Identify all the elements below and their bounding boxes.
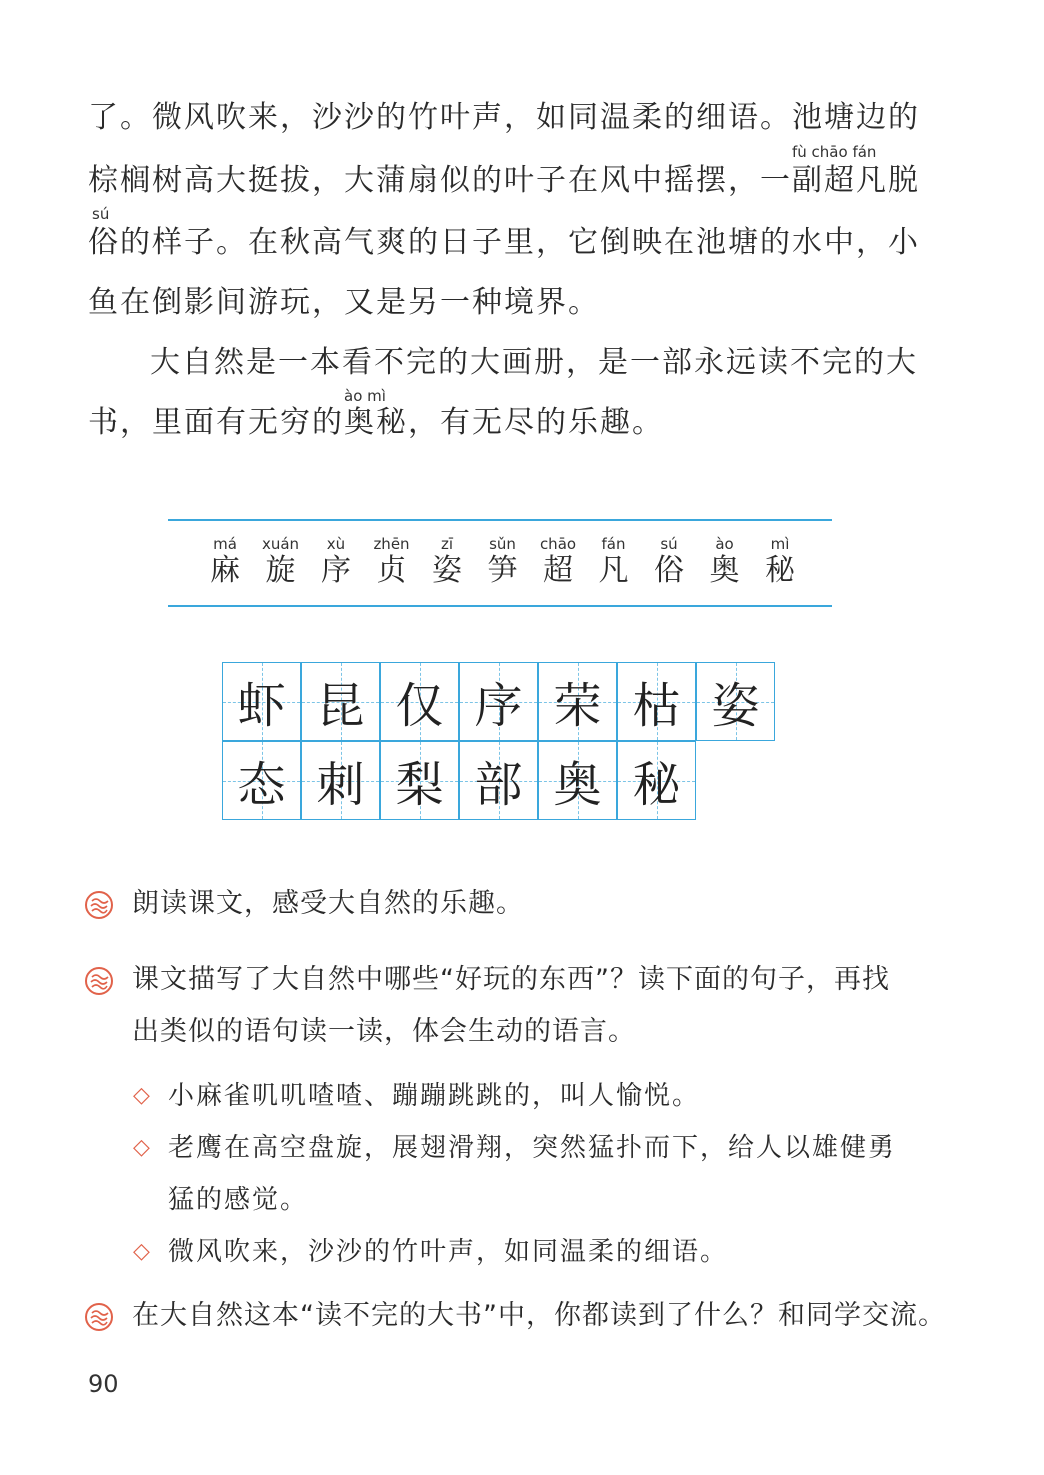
grid-char: 梨 — [395, 757, 444, 813]
passage-line-3: 俗的样子。在秋高气爽的日子里，它倒映在池塘的水中，小 — [88, 225, 920, 260]
pinyin-su: sú — [92, 205, 110, 223]
grid-cell — [380, 662, 459, 741]
grid-cell — [222, 741, 301, 820]
vocab-item — [697, 535, 753, 589]
example-sentence-2-cont: 猛的感觉。 — [168, 1185, 309, 1215]
vocab-item — [364, 535, 420, 589]
grid-cell — [459, 741, 538, 820]
vocab-pinyin: sǔn — [489, 535, 516, 553]
vocab-char: 麻 — [210, 553, 240, 588]
vocab-pinyin: fán — [601, 535, 626, 553]
grid-cell — [459, 662, 538, 741]
grid-char: 虾 — [237, 678, 286, 734]
question-3: 在大自然这本“读不完的大书”中，你都读到了什么？和同学交流。 — [132, 1300, 946, 1331]
passage-line-4: 鱼在倒影间游玩，又是另一种境界。 — [88, 285, 600, 320]
grid-char: 秘 — [632, 757, 681, 813]
vocab-item — [586, 535, 642, 589]
grid-char: 部 — [474, 757, 523, 813]
grid-cell — [538, 741, 617, 820]
grid-cell — [380, 741, 459, 820]
diamond-bullet-icon: ◇ — [133, 1135, 150, 1160]
vocab-char: 序 — [321, 553, 351, 588]
vocab-pinyin: sú — [660, 535, 678, 553]
vocab-item — [530, 535, 586, 589]
vocab-char: 笋 — [487, 553, 518, 588]
vocab-item — [308, 535, 364, 589]
grid-char: 昆 — [316, 678, 365, 734]
vocab-pinyin: xù — [326, 535, 346, 553]
vocab-char: 旋 — [265, 553, 296, 588]
vocab-pinyin: xuán — [261, 535, 300, 553]
question-seal-icon — [84, 966, 114, 996]
grid-char: 枯 — [632, 678, 681, 734]
vocab-char: 超 — [543, 553, 573, 588]
grid-cell — [538, 662, 617, 741]
grid-cell — [696, 662, 775, 741]
vocab-item — [197, 535, 253, 589]
passage-line-1: 了。微风吹来，沙沙的竹叶声，如同温柔的细语。池塘边的 — [88, 100, 920, 135]
diamond-bullet-icon: ◇ — [133, 1083, 150, 1108]
vocab-pinyin: ào — [715, 535, 734, 553]
grid-char: 刺 — [316, 757, 365, 813]
vocab-char: 贞 — [376, 553, 407, 588]
vocab-pinyin: mì — [770, 535, 790, 553]
vocab-char: 奥 — [709, 553, 740, 588]
grid-char: 姿 — [711, 678, 760, 734]
grid-cell — [617, 741, 696, 820]
grid-char: 仅 — [395, 678, 444, 734]
vocab-pinyin: zī — [440, 535, 454, 553]
question-seal-icon — [84, 890, 114, 920]
question-1: 朗读课文，感受大自然的乐趣。 — [132, 888, 524, 919]
grid-char: 荣 — [553, 678, 602, 734]
pinyin-fu-chaofan: fù chāo fán — [792, 143, 877, 161]
pinyin-aomi: ào mì — [344, 387, 386, 405]
vocab-item — [419, 535, 475, 589]
vocab-char: 姿 — [432, 553, 462, 588]
vocab-char: 俗 — [654, 553, 684, 588]
grid-cell — [222, 662, 301, 741]
passage-line-5: 大自然是一本看不完的大画册，是一部永远读不完的大 — [150, 345, 918, 380]
vocab-pinyin: zhēn — [373, 535, 410, 553]
question-seal-icon — [84, 1302, 114, 1332]
passage-line-6: 书，里面有无穷的奥秘，有无尽的乐趣。 — [88, 405, 664, 440]
vocab-char: 凡 — [598, 553, 629, 588]
vocab-item — [752, 535, 808, 589]
vocab-char: 秘 — [765, 553, 795, 588]
question-2-line-1: 课文描写了大自然中哪些“好玩的东西”？读下面的句子，再找 — [132, 964, 890, 995]
vocab-pinyin: má — [213, 535, 237, 553]
vocab-bottom-rule — [168, 605, 832, 607]
grid-cell — [301, 662, 380, 741]
question-2-line-2: 出类似的语句读一读，体会生动的语言。 — [132, 1016, 636, 1047]
example-sentence-3: 微风吹来，沙沙的竹叶声，如同温柔的细语。 — [168, 1237, 729, 1267]
grid-char: 态 — [237, 757, 286, 813]
vocab-item — [641, 535, 697, 589]
grid-char: 奥 — [553, 757, 602, 813]
diamond-bullet-icon: ◇ — [133, 1239, 150, 1264]
page-number: 90 — [88, 1370, 119, 1398]
passage-line-2: 棕榈树高大挺拔，大蒲扇似的叶子在风中摇摆，一副超凡脱 — [88, 163, 920, 198]
example-sentence-1: 小麻雀叽叽喳喳、蹦蹦跳跳的，叫人愉悦。 — [168, 1081, 701, 1111]
vocab-item — [253, 535, 309, 589]
vocab-item — [475, 535, 531, 589]
grid-cell — [617, 662, 696, 741]
grid-cell — [301, 741, 380, 820]
vocab-top-rule — [168, 519, 832, 521]
vocab-pinyin: chāo — [539, 535, 577, 553]
example-sentence-2: 老鹰在高空盘旋，展翅滑翔，突然猛扑而下，给人以雄健勇 — [168, 1133, 897, 1163]
grid-char: 序 — [474, 678, 523, 734]
